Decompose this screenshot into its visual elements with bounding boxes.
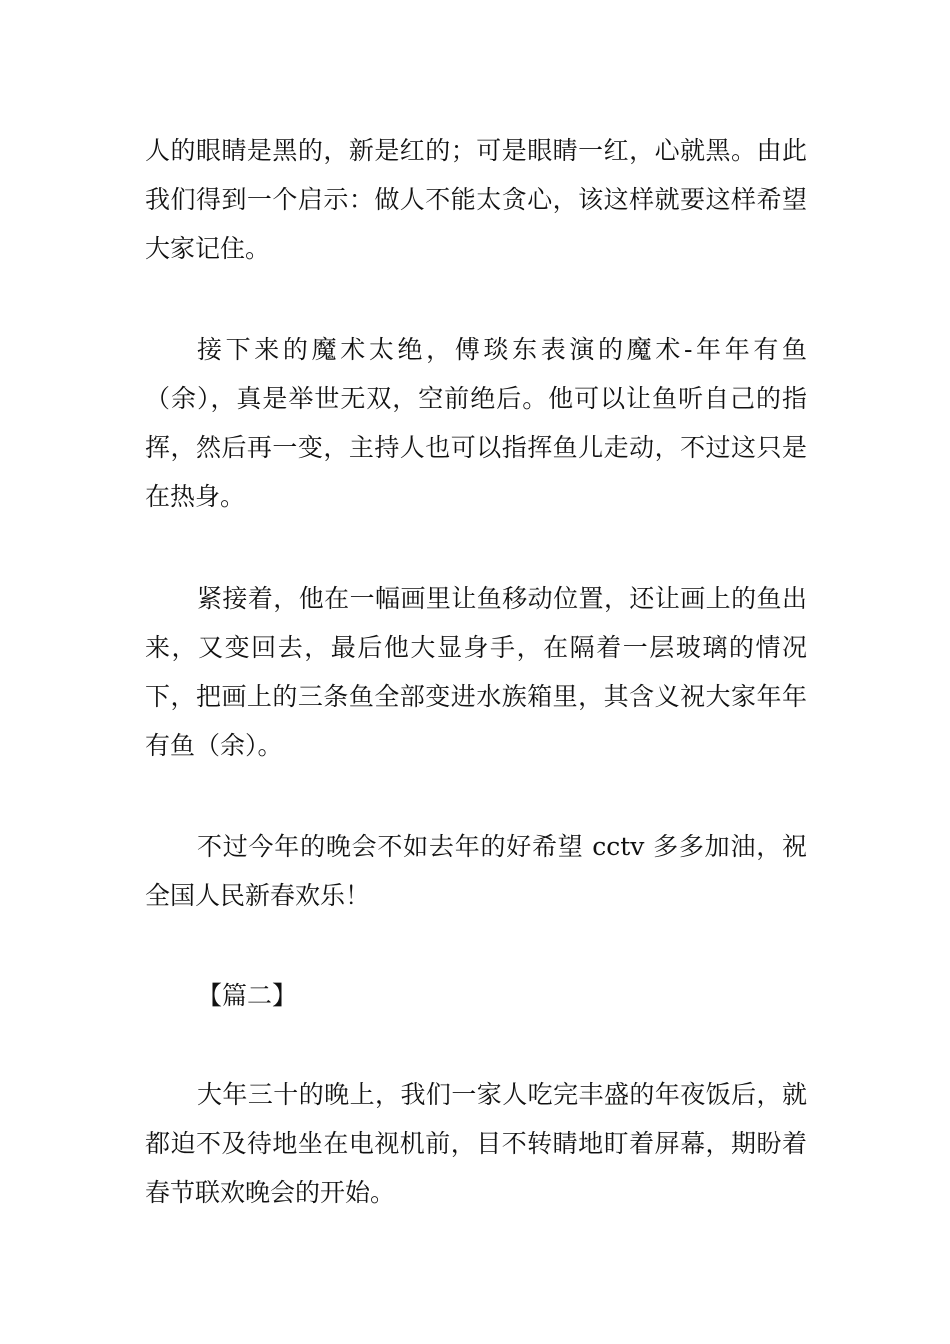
paragraph-1: 人的眼睛是黑的，新是红的；可是眼睛一红，心就黑。由此我们得到一个启示：做人不能太贪心，该这样就要这样希望大家记住。 [145, 136, 807, 263]
paragraph-3: 紧接着，他在一幅画里让鱼移动位置，还让画上的鱼出来，又变回去，最后他大显身手，在隔着一层玻璃的情况下，把画上的三条鱼全部变进水族箱里，其含义祝大家年年有鱼（余）。 [145, 584, 807, 760]
paragraph-2: 接下来的魔术太绝，傅琰东表演的魔术-年年有鱼（余），真是举世无双，空前绝后。他可以让鱼听自己的指挥，然后再一变，主持人也可以指挥鱼儿走动，不过这只是在热身。 [145, 335, 807, 511]
paragraph-5: 大年三十的晚上，我们一家人吃完丰盛的年夜饭后，就都迫不及待地坐在电视机前，目不转睛地盯着屏幕，期盼着春节联欢晚会的开始。 [145, 1080, 807, 1207]
paragraph-4: 不过今年的晚会不如去年的好希望 cctv 多多加油，祝全国人民新春欢乐！ [145, 832, 807, 910]
section-heading: 【篇二】 [197, 981, 298, 1010]
